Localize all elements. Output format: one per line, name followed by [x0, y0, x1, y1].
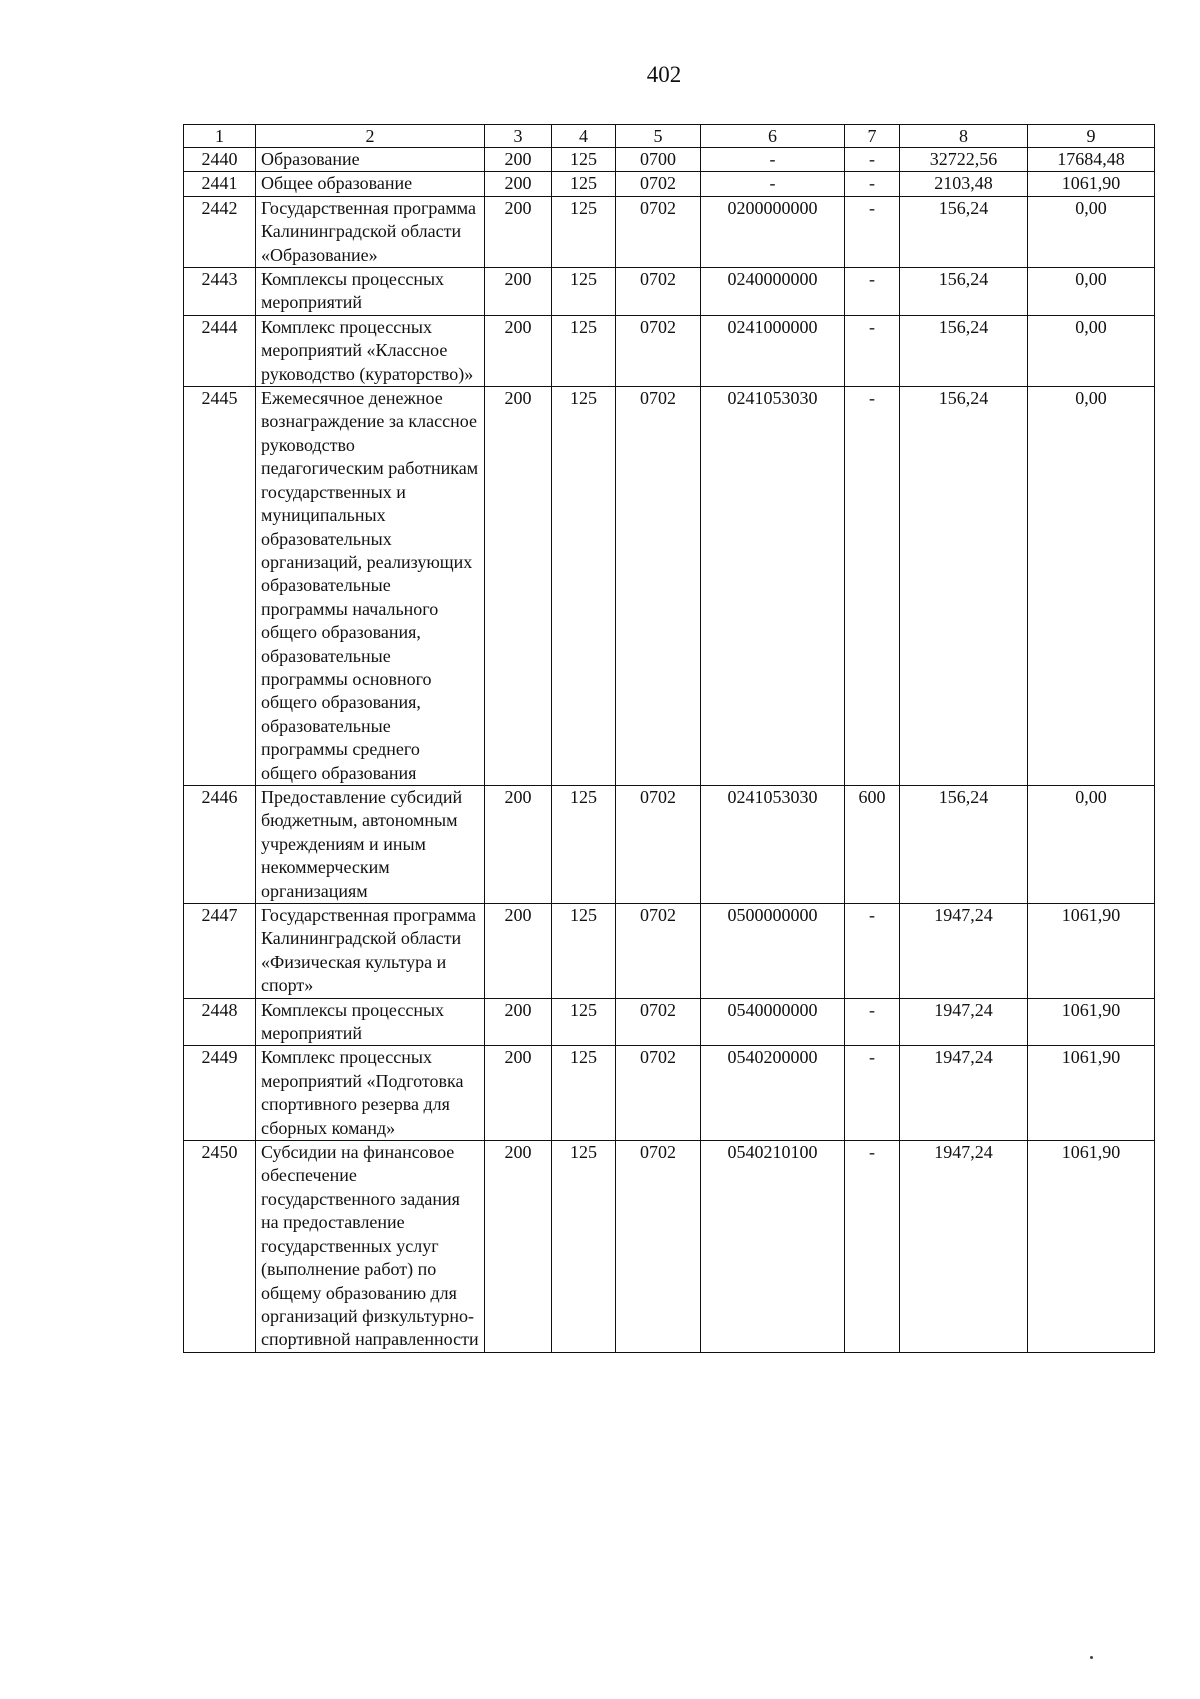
- col7-value: -: [845, 172, 900, 196]
- col4-value: 125: [552, 268, 616, 316]
- row-name: Субсидии на финансовое обеспечение государственного задания на предоставление государственных услуг (выполнение работ) по общему образованию для организаций физкультурно-спортивной направленности: [256, 1141, 485, 1353]
- row-number: 2450: [184, 1141, 256, 1353]
- table-row: [184, 1046, 1155, 1141]
- col7-value: -: [845, 196, 900, 267]
- row-name: Образование: [256, 148, 485, 172]
- row-name: Комплекс процессных мероприятий «Классное руководство (кураторство)»: [256, 315, 485, 386]
- col3-value: 200: [485, 785, 552, 903]
- col6-value: 0540000000: [701, 998, 845, 1046]
- col8-value: 2103,48: [900, 172, 1028, 196]
- col4-value: 125: [552, 785, 616, 903]
- col6-value: 0240000000: [701, 268, 845, 316]
- col6-value: 0500000000: [701, 904, 845, 999]
- col7-value: -: [845, 268, 900, 316]
- col5-value: 0702: [616, 1141, 701, 1353]
- scan-dot: [1090, 1656, 1093, 1659]
- row-number: 2441: [184, 172, 256, 196]
- col8-value: 156,24: [900, 785, 1028, 903]
- col4-value: 125: [552, 998, 616, 1046]
- col3-value: 200: [485, 268, 552, 316]
- col4-value: 125: [552, 1046, 616, 1141]
- col4-value: 125: [552, 172, 616, 196]
- col4-value: 125: [552, 148, 616, 172]
- col5-value: 0702: [616, 196, 701, 267]
- col9-value: 0,00: [1028, 387, 1155, 786]
- table-row: [184, 196, 1155, 267]
- col5-value: 0702: [616, 268, 701, 316]
- row-name: Комплексы процессных мероприятий: [256, 998, 485, 1046]
- col6-value: 0241053030: [701, 387, 845, 786]
- row-name: Комплексы процессных мероприятий: [256, 268, 485, 316]
- header-cell: 9: [1028, 125, 1155, 148]
- col8-value: 156,24: [900, 196, 1028, 267]
- col8-value: 156,24: [900, 315, 1028, 386]
- col3-value: 200: [485, 172, 552, 196]
- row-number: 2442: [184, 196, 256, 267]
- col8-value: 1947,24: [900, 1141, 1028, 1353]
- header-cell: 2: [256, 125, 485, 148]
- budget-table: [183, 124, 1155, 1353]
- table-row: [184, 315, 1155, 386]
- col3-value: 200: [485, 1141, 552, 1353]
- col5-value: 0702: [616, 315, 701, 386]
- row-name: Общее образование: [256, 172, 485, 196]
- table-row: [184, 148, 1155, 172]
- col8-value: 1947,24: [900, 998, 1028, 1046]
- col4-value: 125: [552, 315, 616, 386]
- col5-value: 0702: [616, 172, 701, 196]
- col8-value: 1947,24: [900, 1046, 1028, 1141]
- col5-value: 0700: [616, 148, 701, 172]
- col6-value: 0540210100: [701, 1141, 845, 1353]
- row-number: 2448: [184, 998, 256, 1046]
- col7-value: -: [845, 904, 900, 999]
- row-name: Государственная программа Калининградской области «Образование»: [256, 196, 485, 267]
- row-number: 2443: [184, 268, 256, 316]
- col9-value: 1061,90: [1028, 172, 1155, 196]
- page-number: 402: [646, 62, 682, 87]
- col4-value: 125: [552, 196, 616, 267]
- col9-value: 0,00: [1028, 268, 1155, 316]
- col9-value: 1061,90: [1028, 904, 1155, 999]
- table-row: [184, 998, 1155, 1046]
- col6-value: 0241053030: [701, 785, 845, 903]
- col7-value: -: [845, 148, 900, 172]
- col8-value: 32722,56: [900, 148, 1028, 172]
- col8-value: 156,24: [900, 268, 1028, 316]
- col9-value: 17684,48: [1028, 148, 1155, 172]
- table-row: [184, 904, 1155, 999]
- col5-value: 0702: [616, 387, 701, 786]
- col4-value: 125: [552, 904, 616, 999]
- col9-value: 1061,90: [1028, 998, 1155, 1046]
- col3-value: 200: [485, 1046, 552, 1141]
- col9-value: 0,00: [1028, 785, 1155, 903]
- col5-value: 0702: [616, 1046, 701, 1141]
- col7-value: -: [845, 1046, 900, 1141]
- col9-value: 0,00: [1028, 196, 1155, 267]
- col6-value: 0241000000: [701, 315, 845, 386]
- header-cell: 5: [616, 125, 701, 148]
- col7-value: 600: [845, 785, 900, 903]
- col3-value: 200: [485, 998, 552, 1046]
- col3-value: 200: [485, 148, 552, 172]
- header-cell: 6: [701, 125, 845, 148]
- header-cell: 8: [900, 125, 1028, 148]
- col4-value: 125: [552, 387, 616, 786]
- row-number: 2440: [184, 148, 256, 172]
- col3-value: 200: [485, 387, 552, 786]
- table-row: [184, 268, 1155, 316]
- col6-value: 0200000000: [701, 196, 845, 267]
- row-name: Государственная программа Калининградской области «Физическая культура и спорт»: [256, 904, 485, 999]
- header-row: [184, 125, 1155, 148]
- row-number: 2444: [184, 315, 256, 386]
- table-row: [184, 387, 1155, 786]
- row-number: 2447: [184, 904, 256, 999]
- row-name: Комплекс процессных мероприятий «Подготовка спортивного резерва для сборных команд»: [256, 1046, 485, 1141]
- col3-value: 200: [485, 904, 552, 999]
- table-row: [184, 172, 1155, 196]
- row-number: 2446: [184, 785, 256, 903]
- col5-value: 0702: [616, 998, 701, 1046]
- col6-value: -: [701, 172, 845, 196]
- col4-value: 125: [552, 1141, 616, 1353]
- col5-value: 0702: [616, 904, 701, 999]
- col5-value: 0702: [616, 785, 701, 903]
- col8-value: 1947,24: [900, 904, 1028, 999]
- col8-value: 156,24: [900, 387, 1028, 786]
- col3-value: 200: [485, 315, 552, 386]
- col9-value: 1061,90: [1028, 1141, 1155, 1353]
- col6-value: 0540200000: [701, 1046, 845, 1141]
- row-number: 2449: [184, 1046, 256, 1141]
- header-cell: 7: [845, 125, 900, 148]
- table-row: [184, 1141, 1155, 1353]
- col7-value: -: [845, 315, 900, 386]
- row-name: Предоставление субсидий бюджетным, автономным учреждениям и иным некоммерческим организациям: [256, 785, 485, 903]
- col9-value: 0,00: [1028, 315, 1155, 386]
- col9-value: 1061,90: [1028, 1046, 1155, 1141]
- header-cell: 3: [485, 125, 552, 148]
- col7-value: -: [845, 1141, 900, 1353]
- table-row: [184, 785, 1155, 903]
- col7-value: -: [845, 387, 900, 786]
- col7-value: -: [845, 998, 900, 1046]
- col6-value: -: [701, 148, 845, 172]
- row-number: 2445: [184, 387, 256, 786]
- header-cell: 4: [552, 125, 616, 148]
- row-name: Ежемесячное денежное вознаграждение за классное руководство педагогическим работникам государственных и муниципальных образовательных организаций, реализующих образовательные программы начального общего образования, образовательные программы основного общего образования, образовательные программы среднего общего образования: [256, 387, 485, 786]
- header-cell: 1: [184, 125, 256, 148]
- col3-value: 200: [485, 196, 552, 267]
